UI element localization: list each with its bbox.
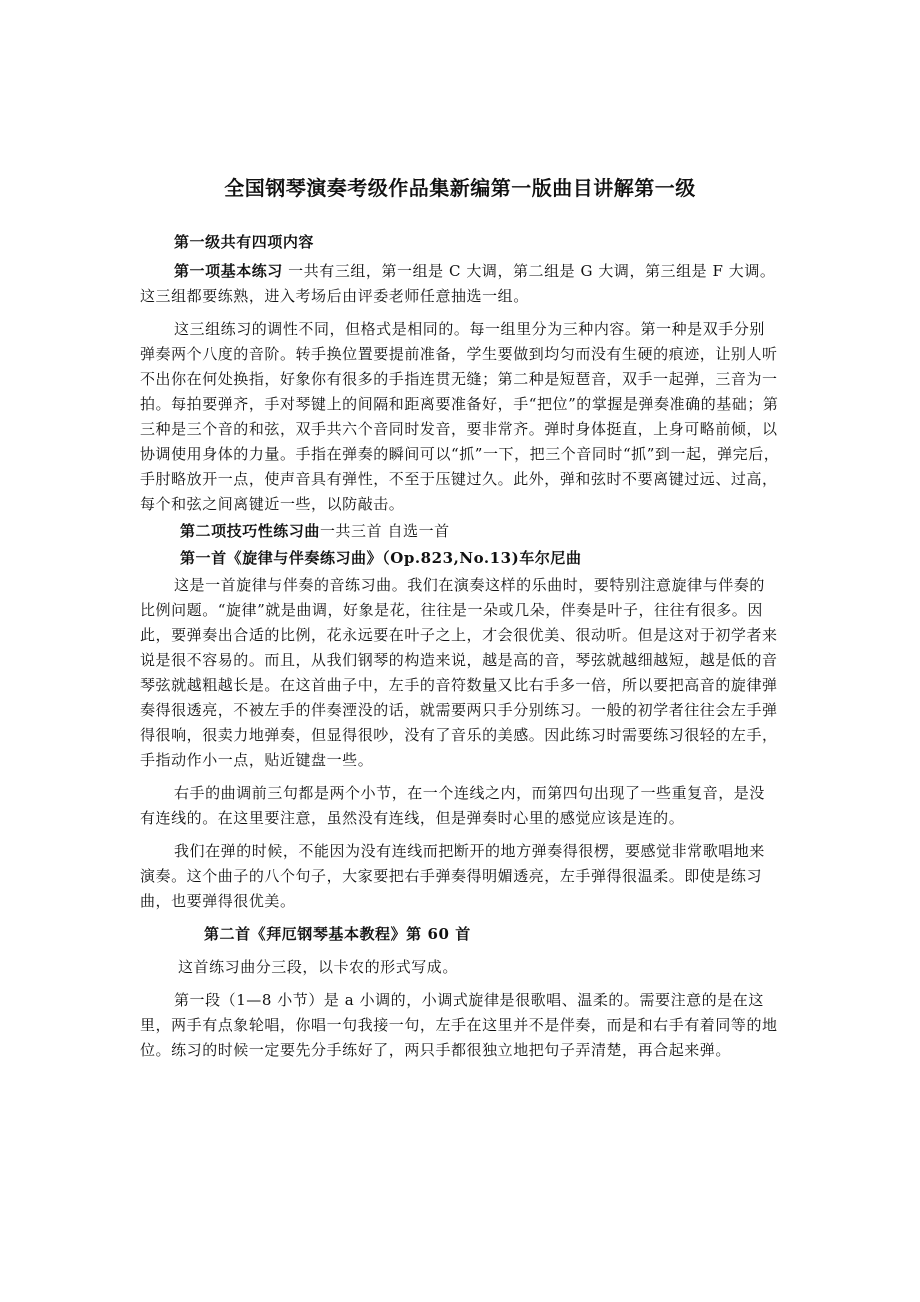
item1-text: 一共有三组，第一组是 C 大调，第二组是 G 大调，第三组是 F 大调。这三组都要练熟，进入考场后由评委老师任意抽选一组。 (140, 262, 776, 305)
item2-heading: 第二项技巧性练习曲 (180, 522, 320, 540)
piece2-paragraph-2: 第一段（1—8 小节）是 a 小调的，小调式旋律是很歌唱、温柔的。需要注意的是在这里，两手有点象轮唱，你唱一句我接一句，左手在这里并不是伴奏，而是和右手有着同等的地位。练习的时候一定要先分手练好了，两只手都很独立地把句子弄清楚，再合起来弹。 (140, 991, 778, 1059)
piece1-paragraph-3: 我们在弹的时候，不能因为没有连线而把断开的地方弹奏得很楞，要感觉非常歌唱地来演奏。这个曲子的八个句子，大家要把右手弹奏得明媚透亮，左手弹得很温柔。即使是练习曲，也要弹得很优美。 (140, 842, 765, 910)
piece2-heading: 第二首《拜厄钢琴基本教程》第 60 首 (204, 925, 471, 943)
document-body (140, 230, 780, 1063)
piece2-paragraph-1: 这首练习曲分三段，以卡农的形式写成。 (178, 958, 458, 976)
item1-paragraph (140, 259, 780, 309)
piece1-paragraph-1: 这是一首旋律与伴奏的音练习曲。我们在演奏这样的乐曲时，要特别注意旋律与伴奏的比例问题。“旋律”就是曲调，好象是花，往往是一朵或几朵，伴奏是叶子，往往有很多。因此，要弹奏出合适的比例，花永远要在叶子之上，才会很优美、很动听。但是这对于初学者来说是很不容易的。而且，从我们钢琴的构造来说，越是高的音，琴弦就越细越短，越是低的音琴弦就越粗越长是。在这首曲子中，左手的音符数量又比右手多一倍，所以要把高音的旋律弹奏得很透亮，不被左手的伴奏湮没的话，就需要两只手分别练习。一般的初学者往往会左手弹得很响，很卖力地弹奏，但显得很吵，没有了音乐的美感。因此练习时需要练习很轻的左手，手指动作小一点，贴近键盘一些。 (140, 576, 778, 769)
piece1-heading: 第一首《旋律与伴奏练习曲》（Op.823,No.13)车尔尼曲 (180, 549, 582, 567)
item1-heading: 第一项基本练习 (174, 262, 283, 280)
item2-text: 一共三首 自选一首 (319, 522, 450, 540)
item2-paragraph (140, 519, 780, 544)
piece1-paragraph-2: 右手的曲调前三句都是两个小节，在一个连线之内，而第四句出现了一些重复音，是没有连线的。在这里要注意，虽然没有连线，但是弹奏时心里的感觉应该是连的。 (140, 784, 765, 827)
scales-paragraph: 这三组练习的调性不同，但格式是相同的。每一组里分为三种内容。第一种是双手分别弹奏两个八度的音阶。转手换位置要提前准备，学生要做到均匀而没有生硬的痕迹，让别人听不出你在何处换指，好象你有很多的手指连贯无缝；第二种是短琶音，双手一起弹，三音为一拍。每拍要弹齐，手对琴键上的间隔和距离要准备好，手“把位”的掌握是弹奏准确的基础；第三种是三个音的和弦，双手共六个音同时发音，要非常齐。弹时身体挺直，上身可略前倾，以协调使用身体的力量。手指在弹奏的瞬间可以“抓”一下，把三个音同时“抓”到一起，弹完后，手肘略放开一点，使声音具有弹性，不至于压键过久。此外，弹和弦时不要离键过远、过高，每个和弦之间离键近一些，以防敲击。 (140, 320, 780, 513)
overview-heading: 第一级共有四项内容 (174, 233, 314, 251)
document-title: 全国钢琴演奏考级作品集新编第一版曲目讲解第一级 (224, 176, 696, 200)
